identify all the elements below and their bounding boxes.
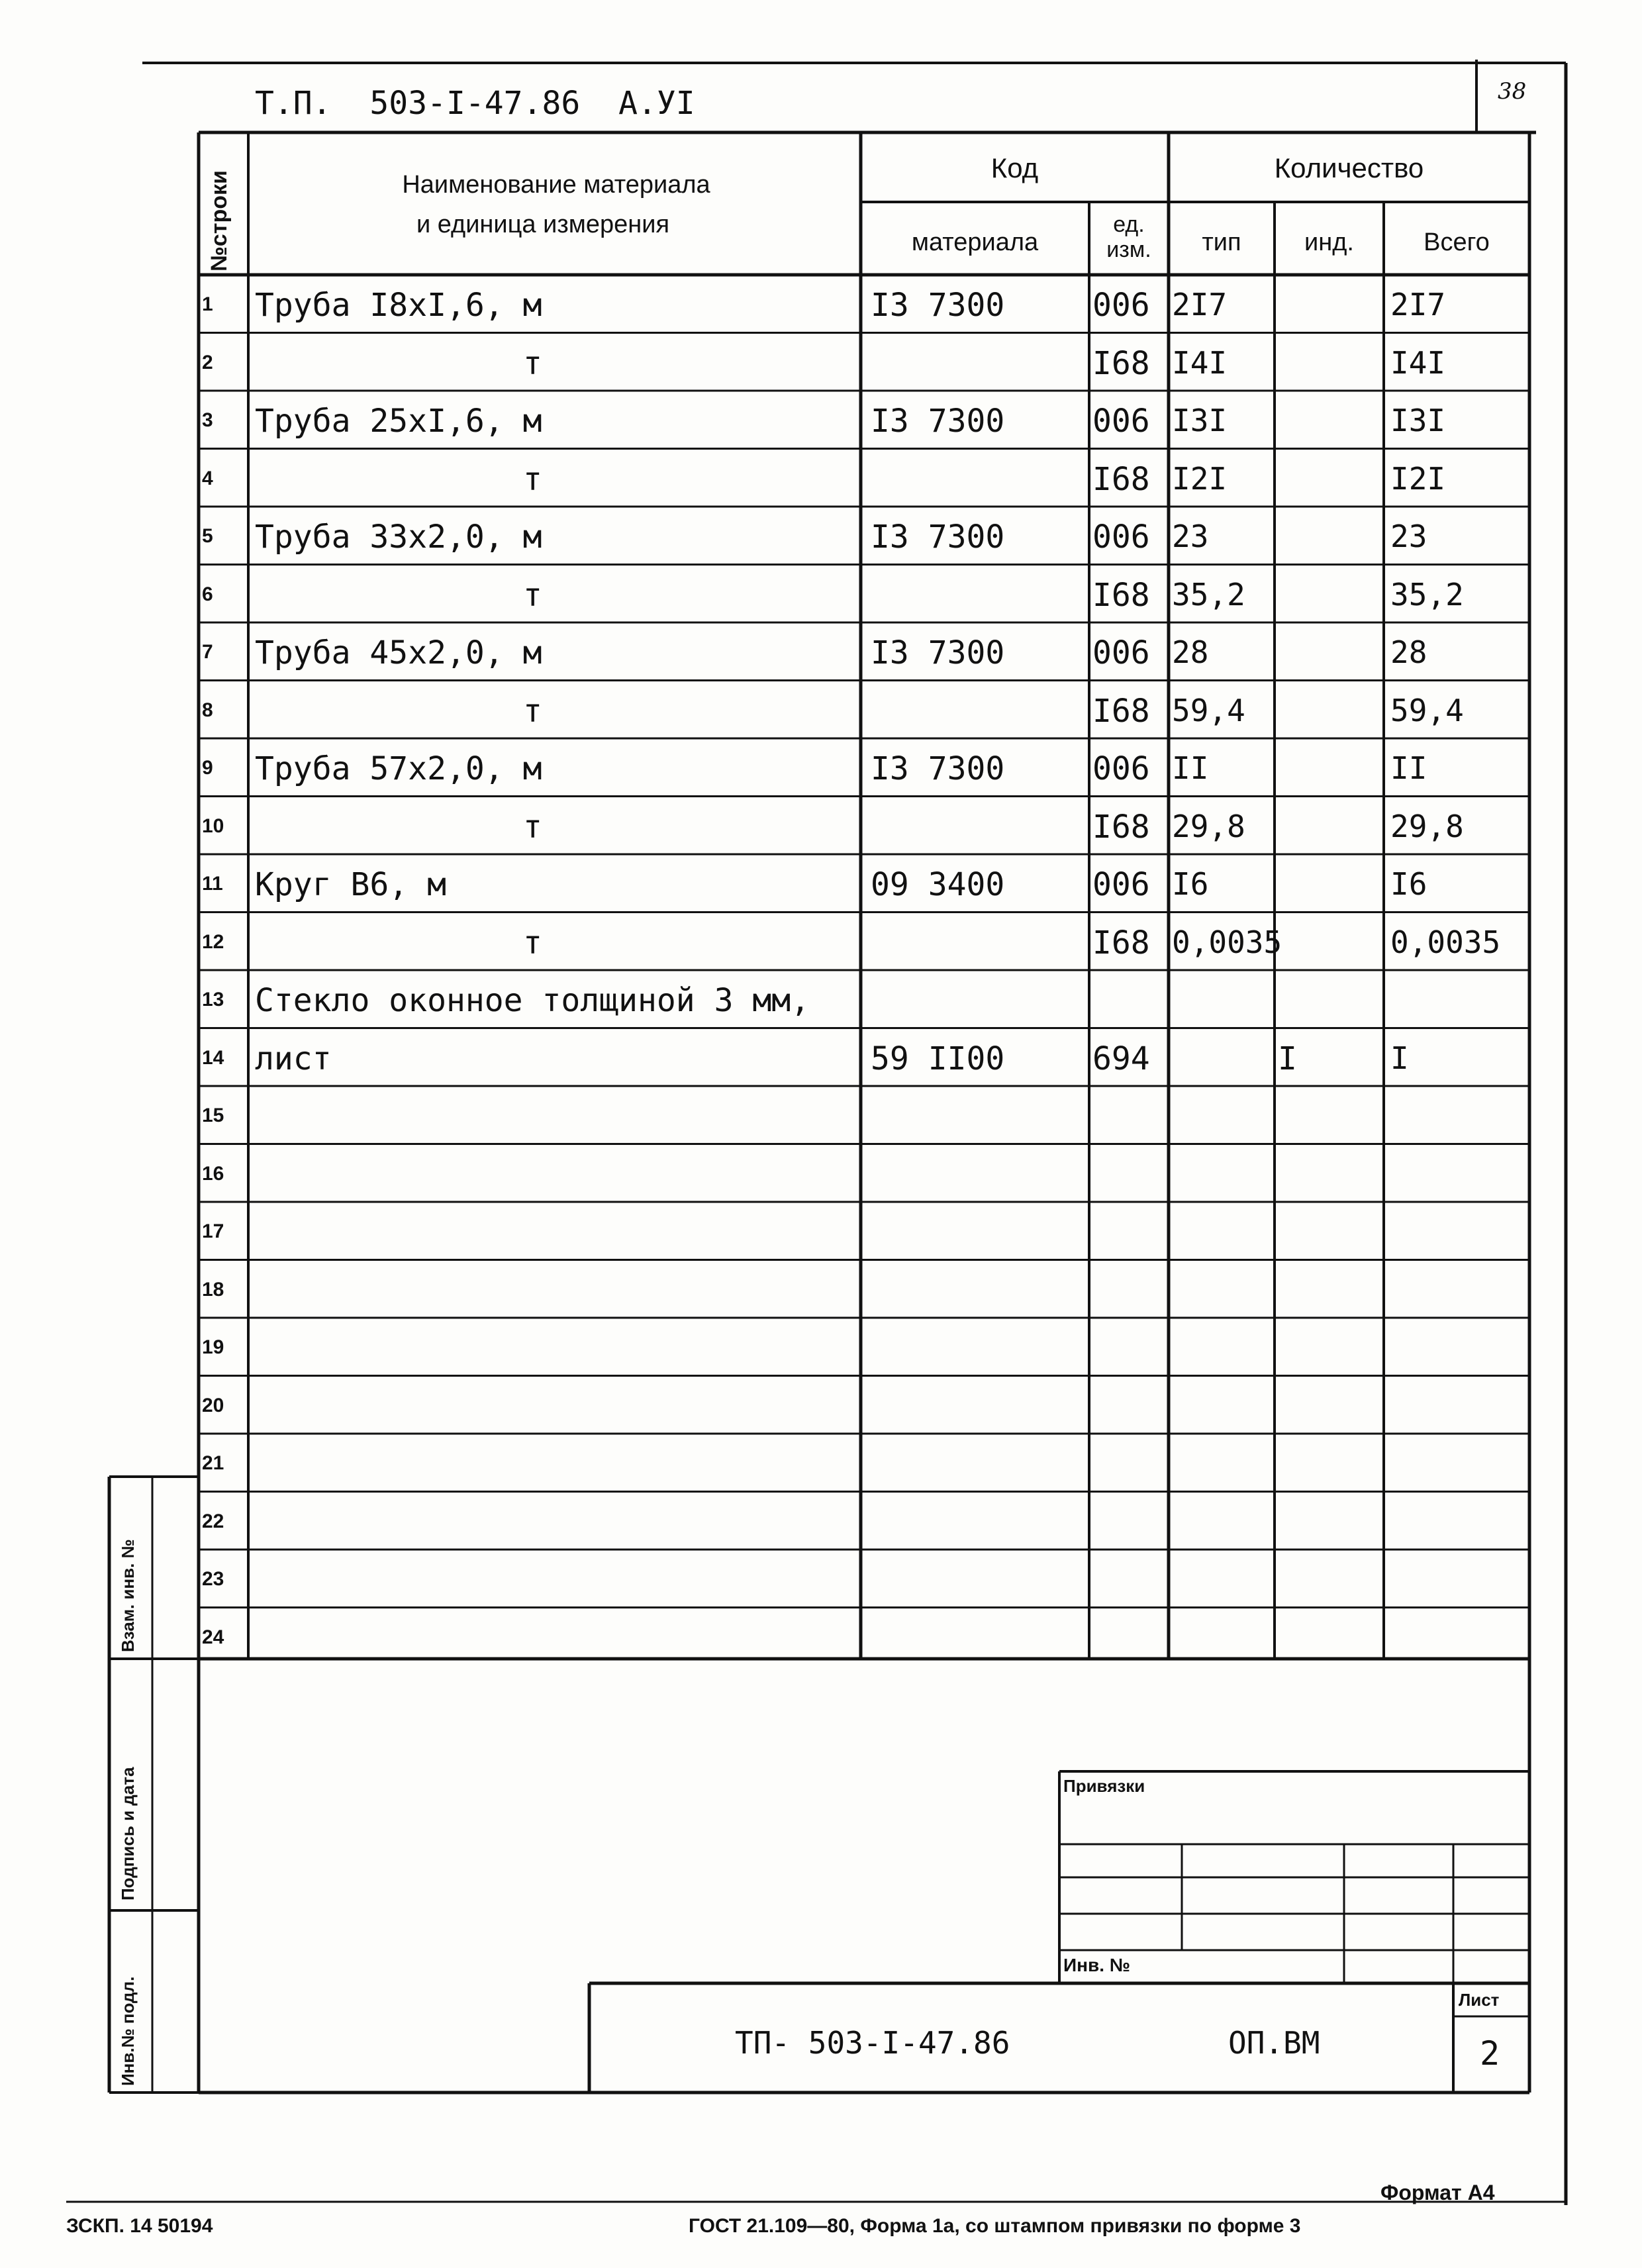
page-number: 38	[1498, 78, 1527, 105]
row-8-name: т	[523, 692, 542, 730]
row-1-code: I3 7300	[871, 287, 1005, 324]
row-3-name: Труба 25xI,6, м	[255, 403, 542, 440]
stamp-list-number: 2	[1480, 2034, 1500, 2073]
header-qty-type: тип	[1202, 228, 1241, 256]
row-12-name: т	[523, 924, 542, 961]
row-4-total: I2I	[1390, 460, 1446, 497]
row-22-n: 22	[202, 1510, 224, 1532]
row-11-code: 09 3400	[871, 866, 1005, 903]
row-12-unit: I68	[1092, 924, 1150, 961]
row-1-type: 2I7	[1172, 287, 1228, 322]
row-9-n: 9	[202, 757, 213, 779]
row-1-total: 2I7	[1390, 287, 1446, 322]
row-7-type: 28	[1172, 634, 1209, 670]
row-4-unit: I68	[1092, 460, 1150, 498]
row-12-total: 0,0035	[1390, 924, 1501, 960]
header-qty-ind: инд.	[1304, 228, 1354, 256]
row-5-unit: 006	[1092, 518, 1150, 556]
row-5-name: Труба 33x2,0, м	[255, 518, 542, 556]
row-14-ind: I	[1278, 1040, 1297, 1077]
header-name-2: и единица измерения	[416, 211, 670, 238]
row-6-total: 35,2	[1390, 576, 1464, 613]
stamp-mark: ОП.ВМ	[1228, 2025, 1320, 2061]
row-8-type: 59,4	[1172, 692, 1245, 728]
row-14-name: лист	[255, 1040, 332, 1077]
header-rownum: №строки	[207, 170, 232, 271]
footer-format: Формат А4	[1380, 2181, 1495, 2204]
row-18-n: 18	[202, 1278, 224, 1301]
row-5-code: I3 7300	[871, 518, 1005, 556]
row-11-type: I6	[1172, 866, 1209, 902]
row-1-unit: 006	[1092, 287, 1150, 324]
row-1-name: Труба I8xI,6, м	[255, 287, 542, 324]
row-2-n: 2	[202, 351, 213, 373]
row-3-code: I3 7300	[871, 403, 1005, 440]
row-11-n: 11	[202, 873, 223, 895]
row-7-n: 7	[202, 641, 213, 663]
row-2-unit: I68	[1092, 344, 1150, 382]
row-10-name: т	[523, 808, 542, 846]
header-name: Наименование материала	[402, 171, 710, 199]
row-9-type: II	[1172, 750, 1209, 786]
row-10-n: 10	[202, 814, 224, 837]
row-6-name: т	[523, 576, 542, 614]
side-label-vzam: Взам. инв. №	[118, 1539, 138, 1652]
row-5-type: 23	[1172, 518, 1209, 554]
row-9-total: II	[1390, 750, 1427, 786]
row-14-code: 59 II00	[871, 1040, 1005, 1077]
header-qty-total: Всего	[1424, 228, 1490, 256]
row-4-type: I2I	[1172, 460, 1228, 497]
row-7-total: 28	[1390, 634, 1427, 670]
side-label-podpis: Подпись и дата	[118, 1767, 138, 1900]
row-7-name: Труба 45x2,0, м	[255, 634, 542, 671]
row-14-n: 14	[202, 1046, 224, 1069]
row-6-type: 35,2	[1172, 576, 1245, 613]
footer-left: ЗСКП. 14 50194	[66, 2215, 213, 2237]
row-23-n: 23	[202, 1568, 224, 1590]
row-9-unit: 006	[1092, 750, 1150, 787]
row-9-name: Труба 57x2,0, м	[255, 750, 542, 787]
stamp-list-label: Лист	[1459, 1990, 1500, 2010]
row-13-name: Стекло оконное толщиной 3 мм,	[255, 982, 810, 1019]
row-4-n: 4	[202, 467, 213, 489]
stamp-privyazki: Привязки	[1063, 1776, 1145, 1796]
row-6-unit: I68	[1092, 576, 1150, 614]
row-2-total: I4I	[1390, 344, 1446, 381]
row-1-n: 1	[202, 293, 213, 315]
row-9-code: I3 7300	[871, 750, 1005, 787]
row-7-code: I3 7300	[871, 634, 1005, 671]
row-19-n: 19	[202, 1336, 224, 1358]
row-14-total: I	[1390, 1040, 1409, 1076]
row-4-name: т	[523, 460, 542, 498]
row-11-total: I6	[1390, 866, 1427, 902]
row-12-type: 0,0035	[1172, 924, 1282, 960]
row-3-n: 3	[202, 409, 213, 431]
row-8-n: 8	[202, 699, 213, 721]
header-code-unit: ед. изм.	[1106, 212, 1151, 262]
row-5-n: 5	[202, 525, 213, 547]
row-11-name: Круг В6, м	[255, 866, 446, 903]
row-3-unit: 006	[1092, 403, 1150, 440]
row-5-total: 23	[1390, 518, 1427, 554]
row-2-type: I4I	[1172, 344, 1228, 381]
header-code: Код	[990, 152, 1039, 183]
row-12-n: 12	[202, 930, 224, 953]
row-16-n: 16	[202, 1162, 224, 1185]
row-3-total: I3I	[1390, 403, 1446, 438]
row-17-n: 17	[202, 1220, 224, 1242]
stamp-inv-no: Инв. №	[1063, 1955, 1131, 1975]
row-10-unit: I68	[1092, 808, 1150, 846]
row-7-unit: 006	[1092, 634, 1150, 671]
row-8-total: 59,4	[1390, 692, 1464, 728]
side-label-inv-podl: Инв.№ подл.	[118, 1976, 138, 2086]
row-2-name: т	[523, 344, 542, 382]
row-11-unit: 006	[1092, 866, 1150, 903]
row-21-n: 21	[202, 1452, 224, 1474]
row-20-n: 20	[202, 1394, 224, 1416]
row-15-n: 15	[202, 1105, 224, 1126]
header-qty: Количество	[1274, 152, 1424, 183]
row-24-n: 24	[202, 1626, 224, 1648]
row-14-unit: 694	[1092, 1040, 1150, 1077]
row-13-n: 13	[202, 989, 224, 1011]
row-10-total: 29,8	[1390, 808, 1464, 844]
stamp-doc-code: ТП- 503-I-47.86	[735, 2025, 1010, 2061]
doc-code-top: Т.П. 503-I-47.86 А.УI	[255, 85, 695, 122]
row-6-n: 6	[202, 583, 213, 605]
footer-gost: ГОСТ 21.109—80, Форма 1а, со штампом привязки по форме 3	[689, 2215, 1301, 2237]
row-8-unit: I68	[1092, 692, 1150, 730]
header-code-material: материала	[911, 228, 1039, 256]
row-3-type: I3I	[1172, 403, 1228, 438]
row-10-type: 29,8	[1172, 808, 1245, 844]
